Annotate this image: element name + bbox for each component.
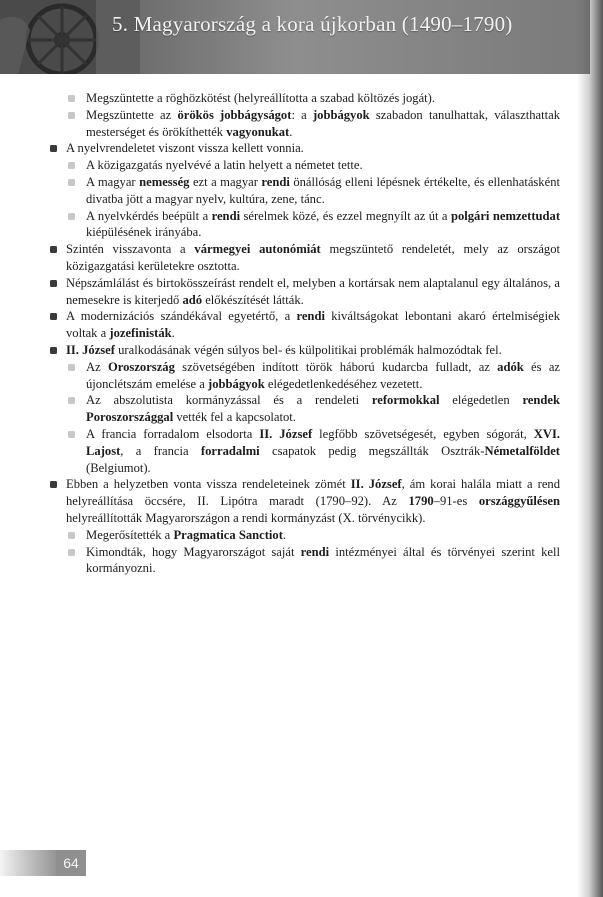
- footer-bar: [0, 850, 60, 876]
- list-item: [48, 275, 560, 309]
- bold-term: vagyonukat: [226, 124, 290, 139]
- bold-term: rendi: [261, 174, 290, 189]
- list-item: [48, 476, 560, 526]
- bold-term: Pragmatica Sanctiot: [173, 527, 283, 542]
- list-item: [48, 241, 560, 275]
- text-run: előkészítését látták.: [202, 292, 304, 307]
- text-run: ezt a magyar: [189, 174, 262, 189]
- bold-term: jobbágyok: [208, 376, 265, 391]
- sub-list-item: [48, 174, 560, 208]
- text-run: (Belgiumot).: [86, 460, 151, 475]
- text-run: uralkodásának végén súlyos bel- és külpolitikai problémák halmozódtak fel.: [114, 342, 502, 357]
- text-run: szövetségében indított török háború kudarcba fulladt, az: [174, 359, 498, 374]
- text-run: A nyelvrendeletet viszont vissza kellett vonnia.: [66, 141, 304, 156]
- bullet-icon: [50, 313, 57, 320]
- bold-term: rendek Poroszországgal: [86, 393, 560, 425]
- sub-bullet-icon: [68, 162, 75, 169]
- sub-list-item: [48, 544, 560, 578]
- bold-term: országgyűlésen: [478, 494, 560, 509]
- bold-term: II. József: [259, 426, 313, 441]
- bold-term: rendi: [300, 544, 330, 559]
- sub-list-item: [48, 157, 560, 174]
- text-run: sérelmek közé, és ezzel megnyílt az út a: [240, 208, 451, 223]
- sub-list-item: [48, 426, 560, 476]
- text-run: A francia forradalom elsodorta: [86, 426, 260, 441]
- text-run: , ám korai halála miatt a rend helyreállítása öccsére, II. Lipótra maradt (1790–92). Az: [66, 477, 561, 509]
- text-run: .: [171, 326, 175, 341]
- list-item: [48, 140, 560, 157]
- text-run: helyreállították Magyarországon a rendi kormányzást (X. törvénycikk).: [66, 510, 426, 525]
- chapter-title: 5. Magyarország a kora újkorban (1490–1790): [112, 12, 513, 36]
- list-item: [48, 308, 560, 342]
- text-run: , a francia: [120, 443, 201, 458]
- text-run: megszüntető rendeletét, mely az országot közigazgatási kerületekre osztotta.: [66, 242, 561, 273]
- text-run: Szintén visszavonta a: [66, 242, 195, 257]
- bold-term: adók: [497, 359, 524, 374]
- text-run: Megszüntette az: [86, 107, 178, 122]
- sub-bullet-icon: [68, 431, 75, 438]
- sub-bullet-icon: [68, 397, 75, 404]
- bold-term: II. József: [66, 342, 115, 357]
- text-run: önállóság elleni lépésnek értékelte, és ellenhatásként divatba jött a magyar nyelv, kultúra, zene, tánc.: [86, 174, 560, 206]
- text-run: Az abszolutista kormányzással és a rendeleti: [86, 393, 372, 408]
- text-run: vették fel a kapcsolatot.: [173, 410, 296, 425]
- bold-term: jobbágyok: [312, 107, 370, 122]
- text-run: elégedetlenkedéséhez vezetett.: [264, 376, 423, 391]
- sub-list-item: [48, 392, 560, 426]
- text-run: A magyar: [86, 174, 140, 189]
- sub-list-item: [48, 90, 560, 107]
- bold-term: forradalmi: [200, 443, 260, 458]
- sub-bullet-icon: [68, 179, 75, 186]
- text-run: .: [282, 527, 287, 542]
- bold-term: örökös jobbágyságot: [177, 107, 292, 122]
- text-run: Népszámlálást és birtokösszeírást rendelt el, melyben a kortársak nem alaptalanul egy általános, a nemesekre is kiterjedő: [66, 275, 560, 307]
- text-run: A modernizációs szándékával egyetértő, a: [66, 309, 297, 324]
- sub-list-item: [48, 107, 560, 141]
- bullet-icon: [50, 246, 57, 253]
- text-run: : a: [291, 107, 313, 122]
- bullet-icon: [50, 347, 57, 354]
- bullet-list: [48, 90, 560, 577]
- text-run: Ebben a helyzetben vonta vissza rendeleteinek zömét: [66, 477, 351, 492]
- sub-list-item: [48, 527, 560, 544]
- text-run: Az: [86, 359, 108, 374]
- text-run: Megszüntette a röghözkötést (helyreállította a szabad költözés jogát).: [86, 91, 436, 105]
- page-number: 64: [56, 850, 86, 876]
- text-run: legfőbb szövetségesét, egyben sógorát,: [312, 426, 534, 441]
- sub-list-item: [48, 208, 560, 242]
- text-run: .: [289, 124, 293, 139]
- text-run: A nyelvkérdés beépült a: [86, 208, 212, 223]
- bold-term: nemesség: [139, 174, 190, 189]
- bold-term: jozefinisták: [109, 326, 172, 341]
- bold-term: II. József: [350, 477, 402, 492]
- text-run: csapatok pedig megszállták Osztrák-: [259, 443, 485, 458]
- bold-term: vármegyei autonómiát: [194, 242, 321, 257]
- text-run: intézményei által és törvényei szerint kell kormányozni.: [86, 544, 560, 576]
- text-run: Megerősítették a: [86, 527, 174, 542]
- sub-bullet-icon: [68, 549, 75, 556]
- bold-term: Németalföldet: [484, 443, 561, 458]
- bold-term: reformokkal: [371, 393, 440, 408]
- bullet-icon: [50, 280, 57, 287]
- sub-bullet-icon: [68, 532, 75, 539]
- binding-shadow: [577, 0, 603, 897]
- text-run: –91-es: [433, 494, 479, 509]
- list-item: [48, 342, 560, 359]
- text-run: elégedetlen: [439, 393, 523, 408]
- bullet-icon: [50, 145, 57, 152]
- text-run: kiépülésének irányába.: [86, 225, 202, 240]
- bold-term: Oroszország: [107, 359, 175, 374]
- text-run: szabadon tanulhattak, választhattak mesterséget és örökíthették: [86, 107, 560, 139]
- chapter-header: [0, 0, 590, 74]
- bold-term: 1790: [408, 494, 434, 509]
- sub-bullet-icon: [68, 95, 75, 102]
- bullet-icon: [50, 481, 57, 488]
- bold-term: XVI. Lajost: [86, 426, 560, 458]
- sub-list-item: [48, 359, 560, 393]
- bold-term: rendi: [211, 208, 241, 223]
- text-run: kiváltságokat lebontani akaró értelmiségiek voltak a: [66, 309, 560, 341]
- text-run: A közigazgatás nyelvévé a latin helyett a németet tette.: [86, 158, 363, 173]
- bold-term: polgári nemzettudat: [450, 208, 561, 223]
- bold-term: rendi: [296, 309, 325, 324]
- bold-term: adó: [182, 292, 203, 307]
- sub-bullet-icon: [68, 213, 75, 220]
- sub-bullet-icon: [68, 364, 75, 371]
- sub-bullet-icon: [68, 112, 75, 119]
- text-run: Kimondták, hogy Magyarországot saját: [86, 544, 301, 559]
- text-run: és az újonclétszám emelése a: [86, 359, 560, 391]
